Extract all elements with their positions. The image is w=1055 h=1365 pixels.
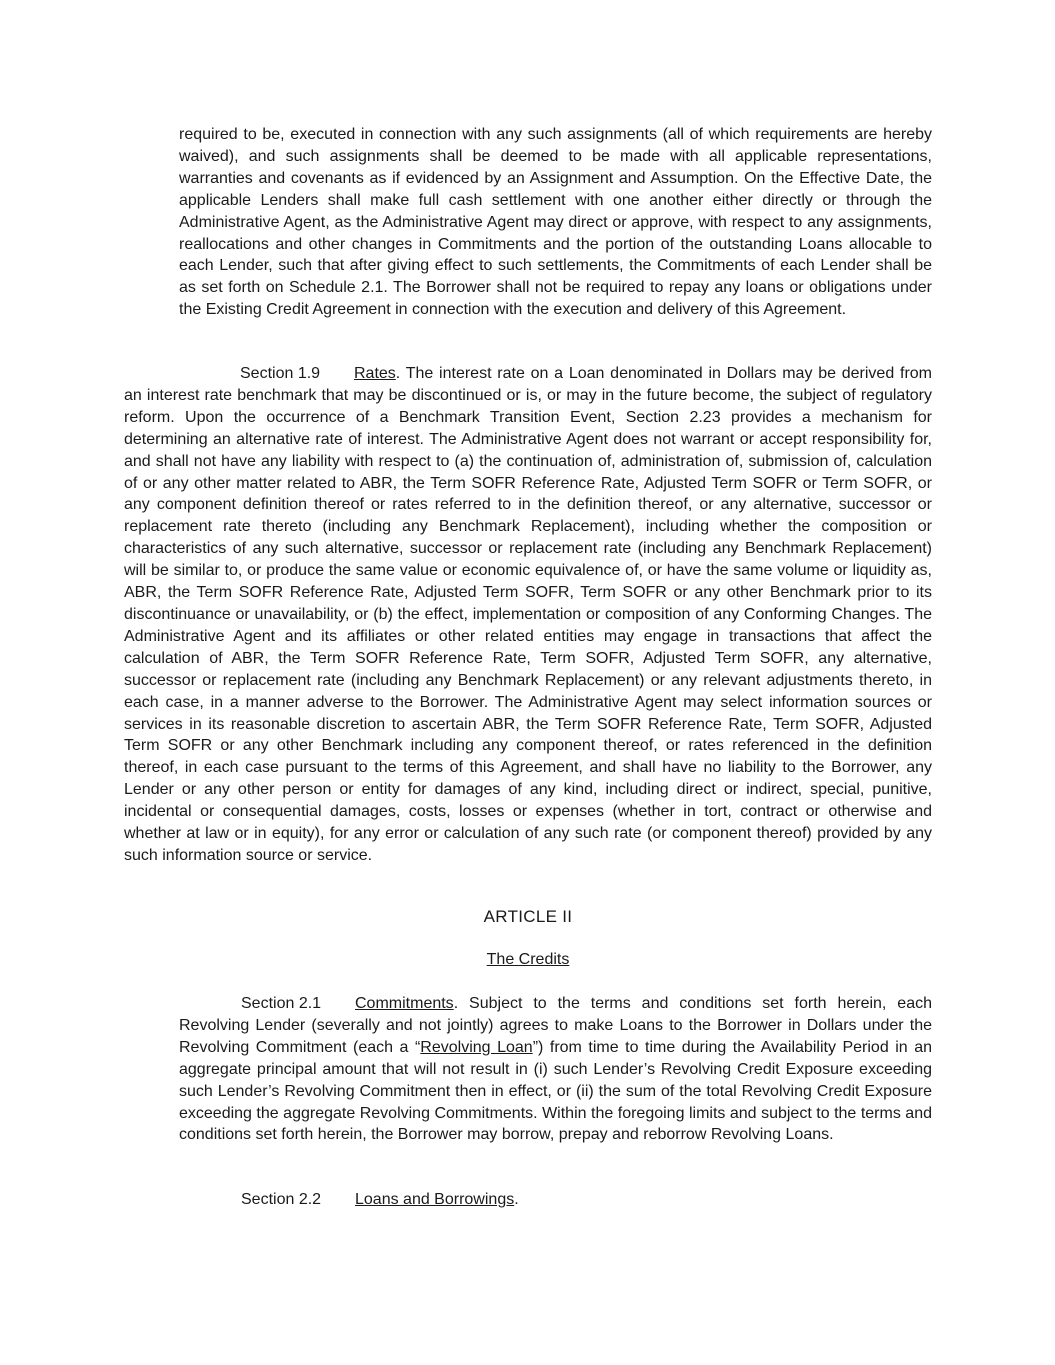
paragraph-assignments (179, 124, 932, 321)
section-title: Rates (354, 365, 396, 382)
defined-term: Revolving Loan (420, 1038, 533, 1056)
section-body: . The interest rate on a Loan denominated in Dollars may be derived from an interest rate benchmark that may be discontinued or is, or may in the future become, the subject of regulatory reform. Upon the occurrence of a Benchmark Transition Event, Section 2.23 provides a mechanism for determining an alternative rate of interest. The Administrative Agent does not warrant or accept responsibility for, and shall not have any liability with respect to (a) the continuation of, administration of, submission of, calculation of or any other matter related to ABR, the Term SOFR Reference Rate, Adjusted Term SOFR or Term SOFR, or any component definition thereof or rates referred to in the definition thereof, or any alternative, successor or replacement rate thereto (including any Benchmark Replacement), including whether the composition or characteristics of any such alternative, successor or replacement rate (including any Benchmark Replacement) will be similar to, or produce the same value or economic equivalence of, or have the same volume or liquidity as, ABR, the Term SOFR Reference Rate, Adjusted Term SOFR, Term SOFR or any other Benchmark prior to its discontinuance or unavailability, or (b) the effect, implementation or composition of any Conforming Changes. The Administrative Agent and its affiliates or other related entities may engage in transactions that affect the calculation of ABR, the Term SOFR Reference Rate, Term SOFR, Adjusted Term SOFR, any alternative, successor or replacement rate (including any Benchmark Replacement) or any relevant adjustments thereto, in each case, in a manner adverse to the Borrower. The Administrative Agent may select information sources or services in its reasonable discretion to ascertain ABR, the Term SOFR Reference Rate, Term SOFR, Adjusted Term SOFR or any other Benchmark including any component thereof, or rates referenced in the definition thereof, in each case pursuant to the terms of this Agreement, and shall have no liability to the Borrower, any Lender or any other person or entity for damages of any kind, including direct or indirect, special, punitive, incidental or consequential damages, costs, losses or expenses (whether in tort, contract or otherwise and whether at law or in equity), for any error or calculation of any such rate (or component thereof) provided by any such information source or service. (124, 365, 932, 864)
section-body-part1: . Subject to the terms and conditions set forth herein, each Revolving Lender (severally and not jointly) agrees to make Loans to the Borrower in Dollars under the Revolving Commitment (each a “ (179, 995, 932, 1056)
section-body-part2: ”) from time to time during the Availability Period in an aggregate principal amount that will not result in (i) such Lender’s Revolving Credit Exposure exceeding such Lender’s Revolving Commitment then in effect, or (ii) the sum of the total Revolving Credit Exposure exceeding the aggregate Revolving Commitments. Within the foregoing limits and subject to the terms and conditions set forth herein, the Borrower may borrow, prepay and reborrow Revolving Loans. (179, 1038, 933, 1144)
section-title: Commitments (355, 995, 454, 1012)
section-title: Loans and Borrowings (355, 1191, 515, 1208)
section-1-9 (124, 363, 932, 867)
section-period: . (514, 1191, 519, 1208)
article-title-text: The Credits (486, 951, 570, 968)
section-number: Section 1.9 (240, 365, 321, 382)
section-2-1 (179, 993, 932, 1146)
article-heading: ARTICLE II (483, 907, 573, 926)
article-title (124, 951, 932, 969)
section-2-2 (179, 1189, 932, 1211)
paragraph-text: required to be, executed in connection with any such assignments (all of which requirements are hereby waived), and such assignments shall be deemed to be made with all applicable representations, warranties and covenants as if evidenced by an Assignment and Assumption. On the Effective Date, the applicable Lenders shall make full cash settlement with one another either directly or through the Administrative Agent, as the Administrative Agent may direct or approve, with respect to any assignments, reallocations and other changes in Commitments and the portion of the outstanding Loans allocable to each Lender, such that after giving effect to such settlements, the Commitments of each Lender shall be as set forth on Schedule 2.1. The Borrower shall not be required to repay any loans or obligations under the Existing Credit Agreement in connection with the execution and delivery of this Agreement. (179, 126, 932, 319)
section-number: Section 2.1 (241, 995, 322, 1012)
section-number: Section 2.2 (241, 1191, 322, 1208)
